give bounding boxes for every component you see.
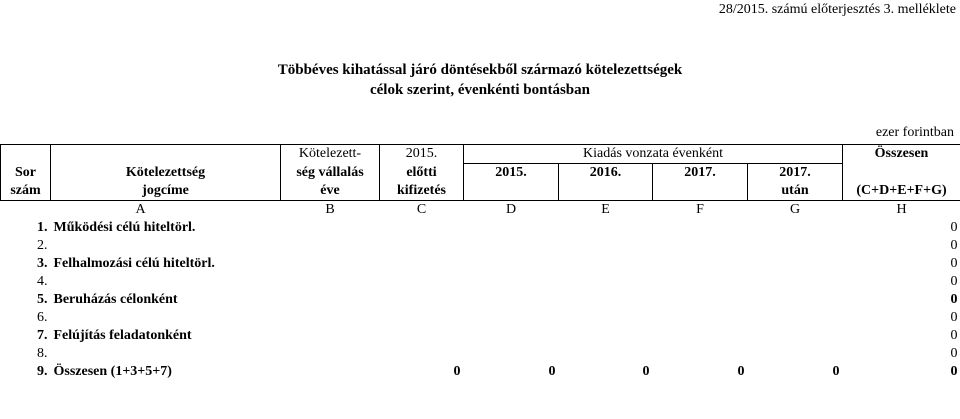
header-year-2015-blank — [464, 182, 559, 201]
value-cell — [281, 327, 380, 345]
header-jogcim-top: Kötelezettség — [51, 164, 281, 183]
header-year-2015: 2015. — [464, 164, 559, 183]
value-cell — [653, 327, 748, 345]
value-cell — [380, 291, 464, 309]
value-cell — [653, 291, 748, 309]
value-cell — [380, 345, 464, 363]
header-row-2 — [1, 164, 960, 183]
document-annex-note: 28/2015. számú előterjesztés 3. melléklete — [718, 2, 956, 17]
header-jogcim-bottom: jogcíme — [51, 182, 281, 201]
value-cell — [559, 345, 653, 363]
table-row — [1, 237, 960, 255]
value-cell — [464, 219, 559, 237]
obligations-table — [0, 144, 960, 381]
row-label: Felhalmozási célú hiteltörl. — [53, 256, 215, 271]
row-number: 3. — [37, 256, 48, 271]
value-cell — [281, 291, 380, 309]
table-row — [1, 363, 960, 381]
header-after-line2: után — [748, 182, 843, 201]
value-cell — [748, 237, 843, 255]
header-vallalas-line3: éve — [281, 182, 380, 201]
row-label — [51, 273, 281, 291]
table-row — [1, 273, 960, 291]
total-cell: 0 — [950, 310, 958, 325]
table-body — [1, 219, 960, 381]
value-cell — [559, 309, 653, 327]
value-cell — [559, 237, 653, 255]
value-cell — [380, 255, 464, 273]
column-letter: B — [325, 202, 335, 217]
column-letter-row — [1, 201, 960, 220]
value-cell — [380, 237, 464, 255]
value-cell — [281, 363, 380, 381]
value-cell: 0 — [453, 364, 461, 379]
row-label — [51, 345, 281, 363]
value-cell — [559, 327, 653, 345]
total-cell: 0 — [950, 346, 958, 361]
value-cell: 0 — [548, 364, 556, 379]
total-cell: 0 — [950, 256, 958, 271]
row-label: Beruházás célonként — [53, 292, 178, 307]
value-cell — [281, 255, 380, 273]
column-letter: H — [896, 202, 907, 217]
row-number: 9. — [37, 364, 48, 379]
table-row — [1, 309, 960, 327]
table-row — [1, 327, 960, 345]
value-cell — [559, 219, 653, 237]
value-cell — [464, 327, 559, 345]
value-cell — [281, 219, 380, 237]
value-cell: 0 — [737, 364, 745, 379]
value-cell — [281, 237, 380, 255]
header-jogcim-blank — [51, 145, 281, 164]
header-year-2016: 2016. — [559, 164, 653, 183]
row-number: 5. — [37, 292, 48, 307]
value-cell — [748, 219, 843, 237]
value-cell — [380, 309, 464, 327]
value-cell — [281, 309, 380, 327]
header-elotti-line2: előtti — [380, 164, 464, 183]
column-letter: F — [696, 202, 704, 217]
header-vallalas-line1: Kötelezett- — [281, 145, 380, 164]
header-sor-top: Sor — [1, 164, 51, 183]
row-label — [51, 309, 281, 327]
value-cell — [653, 345, 748, 363]
column-letter: D — [505, 202, 517, 217]
row-number: 7. — [37, 328, 48, 343]
value-cell — [748, 273, 843, 291]
header-osszesen-line1: Összesen — [843, 145, 960, 164]
total-cell: 0 — [950, 238, 958, 253]
header-year-2017: 2017. — [653, 164, 748, 183]
value-cell — [380, 327, 464, 345]
table-row — [1, 345, 960, 363]
header-sor-blank — [1, 145, 51, 164]
header-row-1 — [1, 145, 960, 164]
column-letter: E — [601, 202, 610, 217]
header-sor-bottom: szám — [1, 182, 51, 201]
value-cell — [653, 255, 748, 273]
row-label — [51, 237, 281, 255]
header-year-2017-blank — [653, 182, 748, 201]
value-cell — [748, 255, 843, 273]
value-cell — [559, 273, 653, 291]
header-osszesen-formula: (C+D+E+F+G) — [843, 182, 960, 201]
column-letter: G — [789, 202, 801, 217]
header-kiadas-group: Kiadás vonzata évenként — [464, 145, 843, 164]
column-letter: A — [135, 202, 146, 217]
row-number: 8. — [37, 346, 48, 361]
value-cell — [653, 309, 748, 327]
total-cell: 0 — [950, 220, 958, 235]
value-cell — [464, 255, 559, 273]
total-cell: 0 — [950, 292, 958, 307]
row-label: Felújítás feladatonként — [53, 328, 192, 343]
table-title-line-2: célok szerint, évenkénti bontásban — [369, 82, 590, 98]
unit-label: ezer forintban — [875, 125, 954, 140]
value-cell — [281, 345, 380, 363]
value-cell — [653, 237, 748, 255]
value-cell — [559, 291, 653, 309]
header-osszesen-blank — [843, 164, 960, 183]
value-cell: 0 — [832, 364, 840, 379]
table-row — [1, 291, 960, 309]
value-cell — [748, 291, 843, 309]
total-cell: 0 — [950, 274, 958, 289]
row-number: 4. — [37, 274, 48, 289]
value-cell — [653, 219, 748, 237]
value-cell — [380, 219, 464, 237]
value-cell — [653, 273, 748, 291]
value-cell — [748, 345, 843, 363]
value-cell: 0 — [642, 364, 650, 379]
value-cell — [464, 237, 559, 255]
header-after-line1: 2017. — [748, 164, 843, 183]
value-cell — [464, 273, 559, 291]
total-cell: 0 — [950, 328, 958, 343]
row-number: 1. — [37, 220, 48, 235]
value-cell — [464, 309, 559, 327]
total-cell: 0 — [950, 364, 958, 379]
value-cell — [380, 273, 464, 291]
value-cell — [559, 255, 653, 273]
column-letter: C — [416, 202, 427, 217]
row-number: 6. — [37, 310, 48, 325]
row-number: 2. — [37, 238, 48, 253]
header-year-2016-blank — [559, 182, 653, 201]
table-title-line-1: Többéves kihatással járó döntésekből származó kötelezettségek — [277, 62, 683, 78]
header-elotti-line3: kifizetés — [380, 182, 464, 201]
table-row — [1, 255, 960, 273]
row-label: Összesen (1+3+5+7) — [53, 364, 172, 379]
header-vallalas-line2: ség vállalás — [281, 164, 380, 183]
value-cell — [748, 327, 843, 345]
value-cell — [281, 273, 380, 291]
table-row — [1, 219, 960, 237]
value-cell — [464, 345, 559, 363]
row-label: Működési célú hiteltörl. — [53, 220, 196, 235]
value-cell — [748, 309, 843, 327]
header-row-3 — [1, 182, 960, 201]
header-elotti-line1: 2015. — [380, 145, 464, 164]
value-cell — [464, 291, 559, 309]
